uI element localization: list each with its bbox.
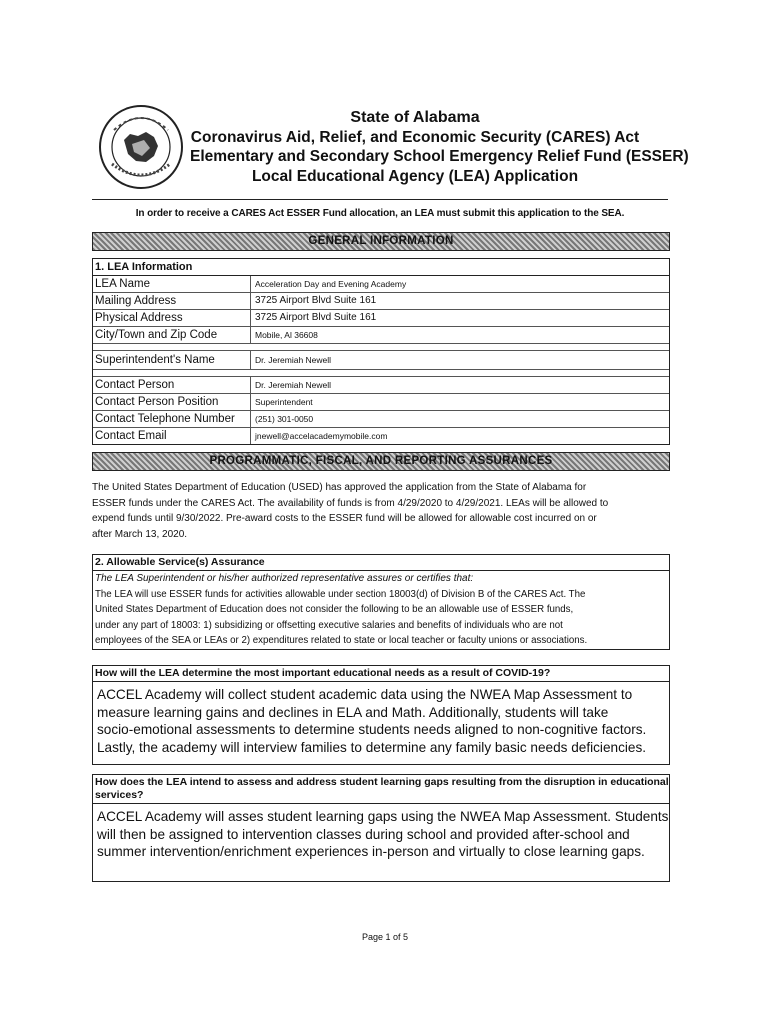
answer-line: summer intervention/enrichment experiences in-person and virtually to close learning gaps. <box>97 844 645 859</box>
lea-row-city-zip <box>93 327 669 344</box>
programmatic-assurances-heading: PROGRAMMATIC, FISCAL, AND REPORTING ASSURANCES <box>209 455 553 467</box>
document-header <box>190 108 689 186</box>
question-2-answer <box>93 804 669 881</box>
lea-row-label: Physical Address <box>95 312 183 324</box>
header-line-3: Elementary and Secondary School Emergency Relief Fund (ESSER) <box>190 148 689 165</box>
allowable-services-title: 2. Allowable Service(s) Assurance <box>93 555 669 571</box>
approval-line: expend funds until 9/30/2022. Pre-award costs to the ESSER fund will be allowed for allowable cost incurred on or <box>92 513 597 524</box>
lea-row-label: LEA Name <box>95 278 150 290</box>
column-divider <box>250 394 251 410</box>
lea-row-contact-email <box>93 428 669 444</box>
approval-line: after March 13, 2020. <box>92 528 188 540</box>
lea-information-title: 1. LEA Information <box>93 259 669 276</box>
lea-row-value: jnewell@accelacademymobile.com <box>255 431 388 441</box>
lea-row-value: Dr. Jeremiah Newell <box>255 355 332 365</box>
allowable-line: employees of the SEA or LEAs or 2) expenditures related to state or local teacher or faculty unions or associations. <box>95 635 588 647</box>
header-line-2: Coronavirus Aid, Relief, and Economic Security (CARES) Act <box>190 128 640 146</box>
lea-row-label: City/Town and Zip Code <box>95 329 218 341</box>
header-divider <box>92 199 668 200</box>
question-1-answer <box>93 682 669 764</box>
general-information-bar <box>92 232 670 251</box>
lea-row-contact-person <box>93 376 669 394</box>
question-1-box <box>92 665 670 765</box>
approval-paragraph <box>92 480 668 542</box>
alabama-seal-icon <box>98 104 184 190</box>
lea-row-value: Superintendent <box>255 397 313 407</box>
allowable-services-certify: The LEA Superintendent or his/her authorized representative assures or certifies that: <box>95 573 474 584</box>
allowable-services-box <box>92 554 670 650</box>
column-divider <box>250 428 251 444</box>
lea-row-value: (251) 301-0050 <box>255 414 314 424</box>
approval-line: ESSER funds under the CARES Act. The availability of funds is from 4/29/2020 to 4/29/2021. LEAs will be allowed to <box>92 497 609 509</box>
allowable-services-body <box>93 587 669 649</box>
column-divider <box>250 411 251 427</box>
general-information-heading: GENERAL INFORMATION <box>308 235 454 247</box>
lea-row-superintendent <box>93 350 669 370</box>
answer-line: socio-emotional assessments to determine students needs aligned to non-cognitive factors. <box>97 722 647 737</box>
intro-text: In order to receive a CARES Act ESSER Fund allocation, an LEA must submit this application to the SEA. <box>135 208 625 219</box>
lea-row-value: Dr. Jeremiah Newell <box>255 380 332 390</box>
question-2-box <box>92 774 670 882</box>
header-line-1: State of Alabama <box>350 109 480 126</box>
lea-row-label: Contact Person <box>95 379 175 391</box>
column-divider <box>250 276 251 292</box>
lea-row-label: Mailing Address <box>95 295 177 307</box>
lea-row-label: Contact Email <box>95 430 167 442</box>
programmatic-assurances-bar <box>92 452 670 471</box>
lea-row-label: Contact Person Position <box>95 396 219 408</box>
lea-row-value: 3725 Airport Blvd Suite 161 <box>255 312 377 323</box>
answer-line: measure learning gains and declines in ELA and Math. Additionally, students will take <box>97 704 609 720</box>
lea-row-label: Superintendent's Name <box>95 354 215 366</box>
column-divider <box>250 310 251 326</box>
lea-row-value: Acceleration Day and Evening Academy <box>255 279 407 289</box>
page-number: Page 1 of 5 <box>361 932 409 942</box>
lea-row-value: 3725 Airport Blvd Suite 161 <box>255 295 377 306</box>
answer-line: will then be assigned to intervention classes during school and provided after-school and <box>97 826 630 842</box>
lea-row-physical-address <box>93 310 669 327</box>
lea-row-name <box>93 276 669 293</box>
column-divider <box>250 293 251 309</box>
lea-row-mailing-address <box>93 293 669 310</box>
question-2-text <box>93 775 669 804</box>
allowable-line: United States Department of Education does not consider the following to be an allowable use of ESSER funds, <box>95 604 574 616</box>
lea-row-contact-position <box>93 394 669 411</box>
lea-row-contact-phone <box>93 411 669 428</box>
question-1-text <box>93 666 669 682</box>
approval-line: The United States Department of Education (USED) has approved the application from the State of Alabama for <box>92 482 587 493</box>
column-divider <box>250 377 251 393</box>
lea-information-table <box>92 258 670 445</box>
answer-line: ACCEL Academy will collect student academic data using the NWEA Map Assessment to <box>97 687 633 702</box>
question-line: How will the LEA determine the most important educational needs as a result of COVID-19? <box>95 667 551 679</box>
question-line: How does the LEA intend to assess and address student learning gaps resulting from the disruption in educational <box>95 776 669 788</box>
allowable-line: under any part of 18003: 1) subsidizing or offsetting executive salaries and benefits of individuals who are not <box>95 619 563 631</box>
answer-line: Lastly, the academy will interview families to determine any family basic needs deficiencies. <box>97 739 647 755</box>
header-line-4: Local Educational Agency (LEA) Application <box>251 167 579 185</box>
question-line: services? <box>95 789 144 801</box>
lea-row-value: Mobile, Al 36608 <box>255 330 318 340</box>
column-divider <box>250 327 251 343</box>
allowable-line: The LEA will use ESSER funds for activities allowable under section 18003(d) of Division B of the CARES Act. The <box>95 589 586 600</box>
column-divider <box>250 351 251 369</box>
answer-line: ACCEL Academy will asses student learning gaps using the NWEA Map Assessment. Students <box>97 809 669 824</box>
lea-row-label: Contact Telephone Number <box>95 413 235 425</box>
